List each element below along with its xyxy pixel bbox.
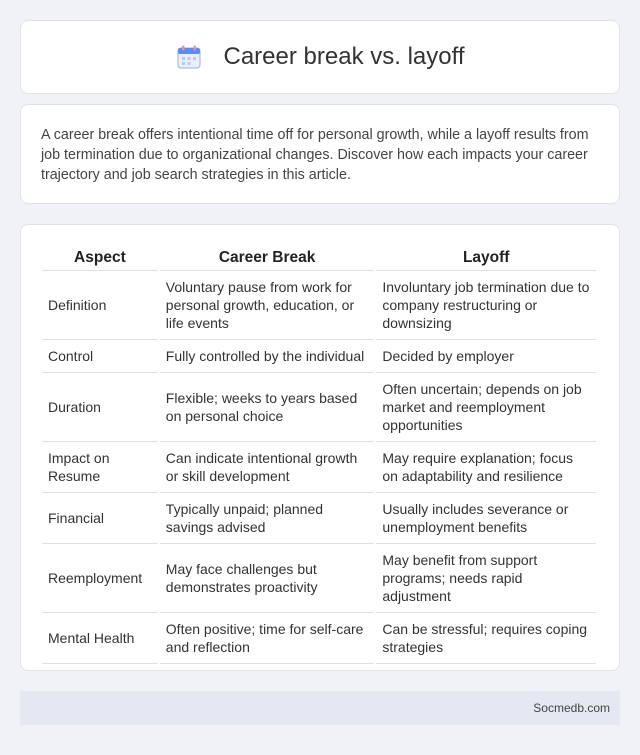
cell-layoff: Involuntary job termination due to company restructuring or downsizing xyxy=(376,271,596,340)
table-row xyxy=(42,544,596,613)
footer xyxy=(20,691,620,725)
cell-career-break: Voluntary pause from work for personal growth, education, or life events xyxy=(160,271,375,340)
cell-aspect: Reemployment xyxy=(42,544,158,613)
cell-layoff: Decided by employer xyxy=(376,340,596,373)
table-row xyxy=(42,271,596,340)
cell-layoff: Often uncertain; depends on job market and reemployment opportunities xyxy=(376,373,596,442)
table-row xyxy=(42,373,596,442)
title-card xyxy=(20,20,620,94)
table-row xyxy=(42,442,596,493)
footer-site-link[interactable]: Socmedb.com xyxy=(533,701,610,715)
cell-career-break: May face challenges but demonstrates proactivity xyxy=(160,544,375,613)
cell-layoff: May require explanation; focus on adaptability and resilience xyxy=(376,442,596,493)
cell-aspect: Duration xyxy=(42,373,158,442)
comparison-table xyxy=(40,247,598,664)
comparison-table-card xyxy=(20,224,620,671)
cell-aspect: Control xyxy=(42,340,158,373)
table-row xyxy=(42,493,596,544)
table-row xyxy=(42,613,596,664)
cell-aspect: Impact on Resume xyxy=(42,442,158,493)
header-career-break: Career Break xyxy=(160,247,375,271)
cell-career-break: Can indicate intentional growth or skill development xyxy=(160,442,375,493)
cell-layoff: Usually includes severance or unemployment benefits xyxy=(376,493,596,544)
table-header-row xyxy=(42,247,596,271)
table-row xyxy=(42,340,596,373)
cell-aspect: Definition xyxy=(42,271,158,340)
cell-career-break: Flexible; weeks to years based on personal choice xyxy=(160,373,375,442)
cell-aspect: Financial xyxy=(42,493,158,544)
intro-card xyxy=(20,104,620,204)
calendar-icon xyxy=(176,44,202,70)
cell-layoff: May benefit from support programs; needs rapid adjustment xyxy=(376,544,596,613)
header-aspect: Aspect xyxy=(42,247,158,271)
cell-aspect: Mental Health xyxy=(42,613,158,664)
cell-career-break: Typically unpaid; planned savings advised xyxy=(160,493,375,544)
cell-career-break: Often positive; time for self-care and reflection xyxy=(160,613,375,664)
header-layoff: Layoff xyxy=(376,247,596,271)
cell-layoff: Can be stressful; requires coping strategies xyxy=(376,613,596,664)
page-title: Career break vs. layoff xyxy=(223,43,465,70)
intro-text: A career break offers intentional time off for personal growth, while a layoff results from job termination due to organizational changes. Discover how each impacts your career trajectory and job search strategies in this article. xyxy=(41,127,589,183)
cell-career-break: Fully controlled by the individual xyxy=(160,340,375,373)
